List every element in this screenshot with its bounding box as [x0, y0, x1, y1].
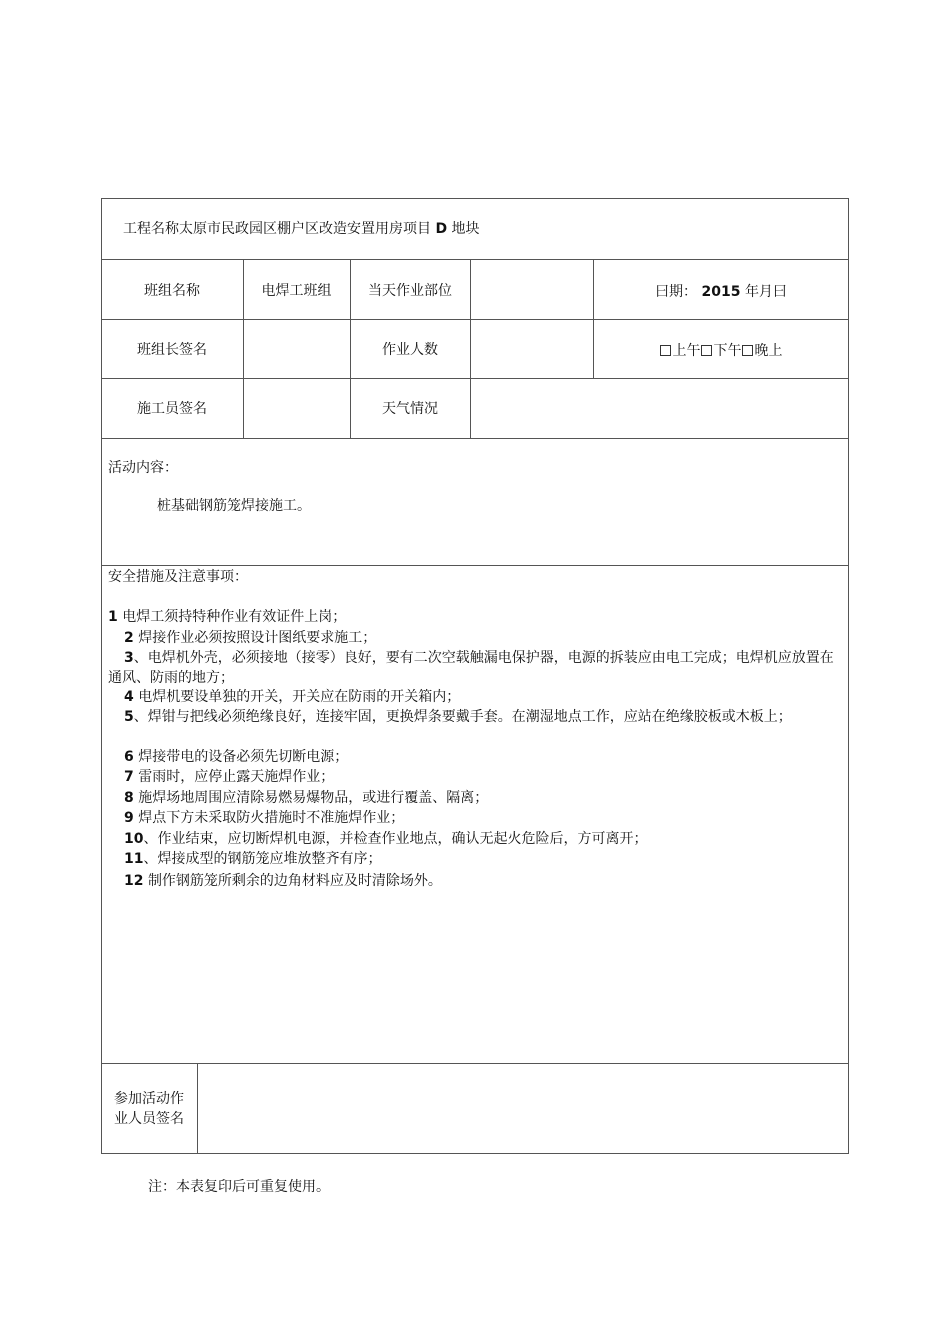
supervisor-signature-field[interactable] [244, 381, 349, 436]
shift-options [593, 341, 849, 361]
safety-label: 安全措施及注意事项： [108, 569, 248, 585]
safety-item: 10、作业结束，应切断焊机电源，并检查作业地点，确认无起火危险后，方可离开； [124, 831, 648, 847]
safety-item: 2 焊接作业必须按照设计图纸要求施工； [124, 630, 377, 646]
safety-item: 9 焊点下方未采取防火措施时不准施焊作业； [124, 810, 405, 826]
row-divider [101, 319, 849, 320]
team-name-value: 电焊工班组 [261, 283, 332, 299]
work-site-field[interactable] [470, 270, 593, 319]
supervisor-signature-label: 施工员签名 [137, 401, 207, 417]
leader-signature-label: 班组长签名 [137, 342, 207, 358]
shift-morning-label: 上午 [672, 343, 701, 359]
leader-signature-field[interactable] [244, 322, 349, 376]
weather-field[interactable] [471, 381, 847, 436]
team-name-label: 班组名称 [144, 283, 200, 299]
shift-evening-label: 晚上 [754, 343, 783, 359]
safety-item: 12 制作钢筋笼所剩余的边角材料应及时清除场外。 [124, 873, 442, 889]
safety-item: 1 电焊工须持特种作业有效证件上岗； [108, 609, 347, 625]
footer-note: 注：本表复印后可重复使用。 [148, 1179, 330, 1195]
date-field: 曰期： 2015 年月曰 [655, 284, 787, 300]
project-name: 工程名称太原市民政园区棚户区改造安置用房项目 D 地块 [123, 221, 480, 237]
shift-morning-checkbox[interactable] [660, 345, 671, 356]
row-divider [101, 259, 849, 260]
weather-label: 天气情况 [382, 401, 438, 417]
safety-item: 7 雷雨时，应停止露天施焊作业； [124, 769, 335, 785]
shift-afternoon-checkbox[interactable] [701, 345, 712, 356]
safety-item: 11、焊接成型的钢筋笼应堆放整齐有序； [124, 851, 382, 867]
work-site-label: 当天作业部位 [368, 283, 452, 299]
worker-count-field[interactable] [471, 322, 592, 376]
participants-signature-label-line2: 业人员签名 [114, 1111, 184, 1127]
activity-content: 桩基础钢筋笼焊接施工。 [157, 498, 311, 514]
row-divider [101, 565, 849, 566]
shift-afternoon-label: 下午 [713, 343, 742, 359]
activity-label: 活动内容： [108, 460, 178, 476]
safety-item: 3、电焊机外壳，必须接地（接零）良好，要有二次空载触漏电保护器，电源的拆装应由电工完成；电焊机应放置在通风、防雨的地方； [108, 650, 834, 686]
worker-count-label: 作业人数 [382, 342, 438, 358]
safety-item: 4 电焊机要设单独的开关，开关应在防雨的开关箱内； [124, 689, 461, 705]
row-divider [101, 378, 849, 379]
safety-item: 8 施焊场地周围应清除易燃易爆物品，或进行覆盖、隔离； [124, 790, 489, 806]
shift-evening-checkbox[interactable] [742, 345, 753, 356]
row-divider [101, 438, 849, 439]
row-divider [101, 1063, 849, 1064]
participants-signature-field[interactable] [198, 1065, 847, 1152]
participants-signature-label-line1: 参加活动作 [114, 1091, 184, 1107]
safety-item: 5、焊钳与把线必须绝缘良好，连接牢固，更换焊条要戴手套。在潮湿地点工作，应站在绝缘胶板或木板上； [124, 709, 792, 725]
safety-item: 6 焊接带电的设备必须先切断电源； [124, 749, 349, 765]
